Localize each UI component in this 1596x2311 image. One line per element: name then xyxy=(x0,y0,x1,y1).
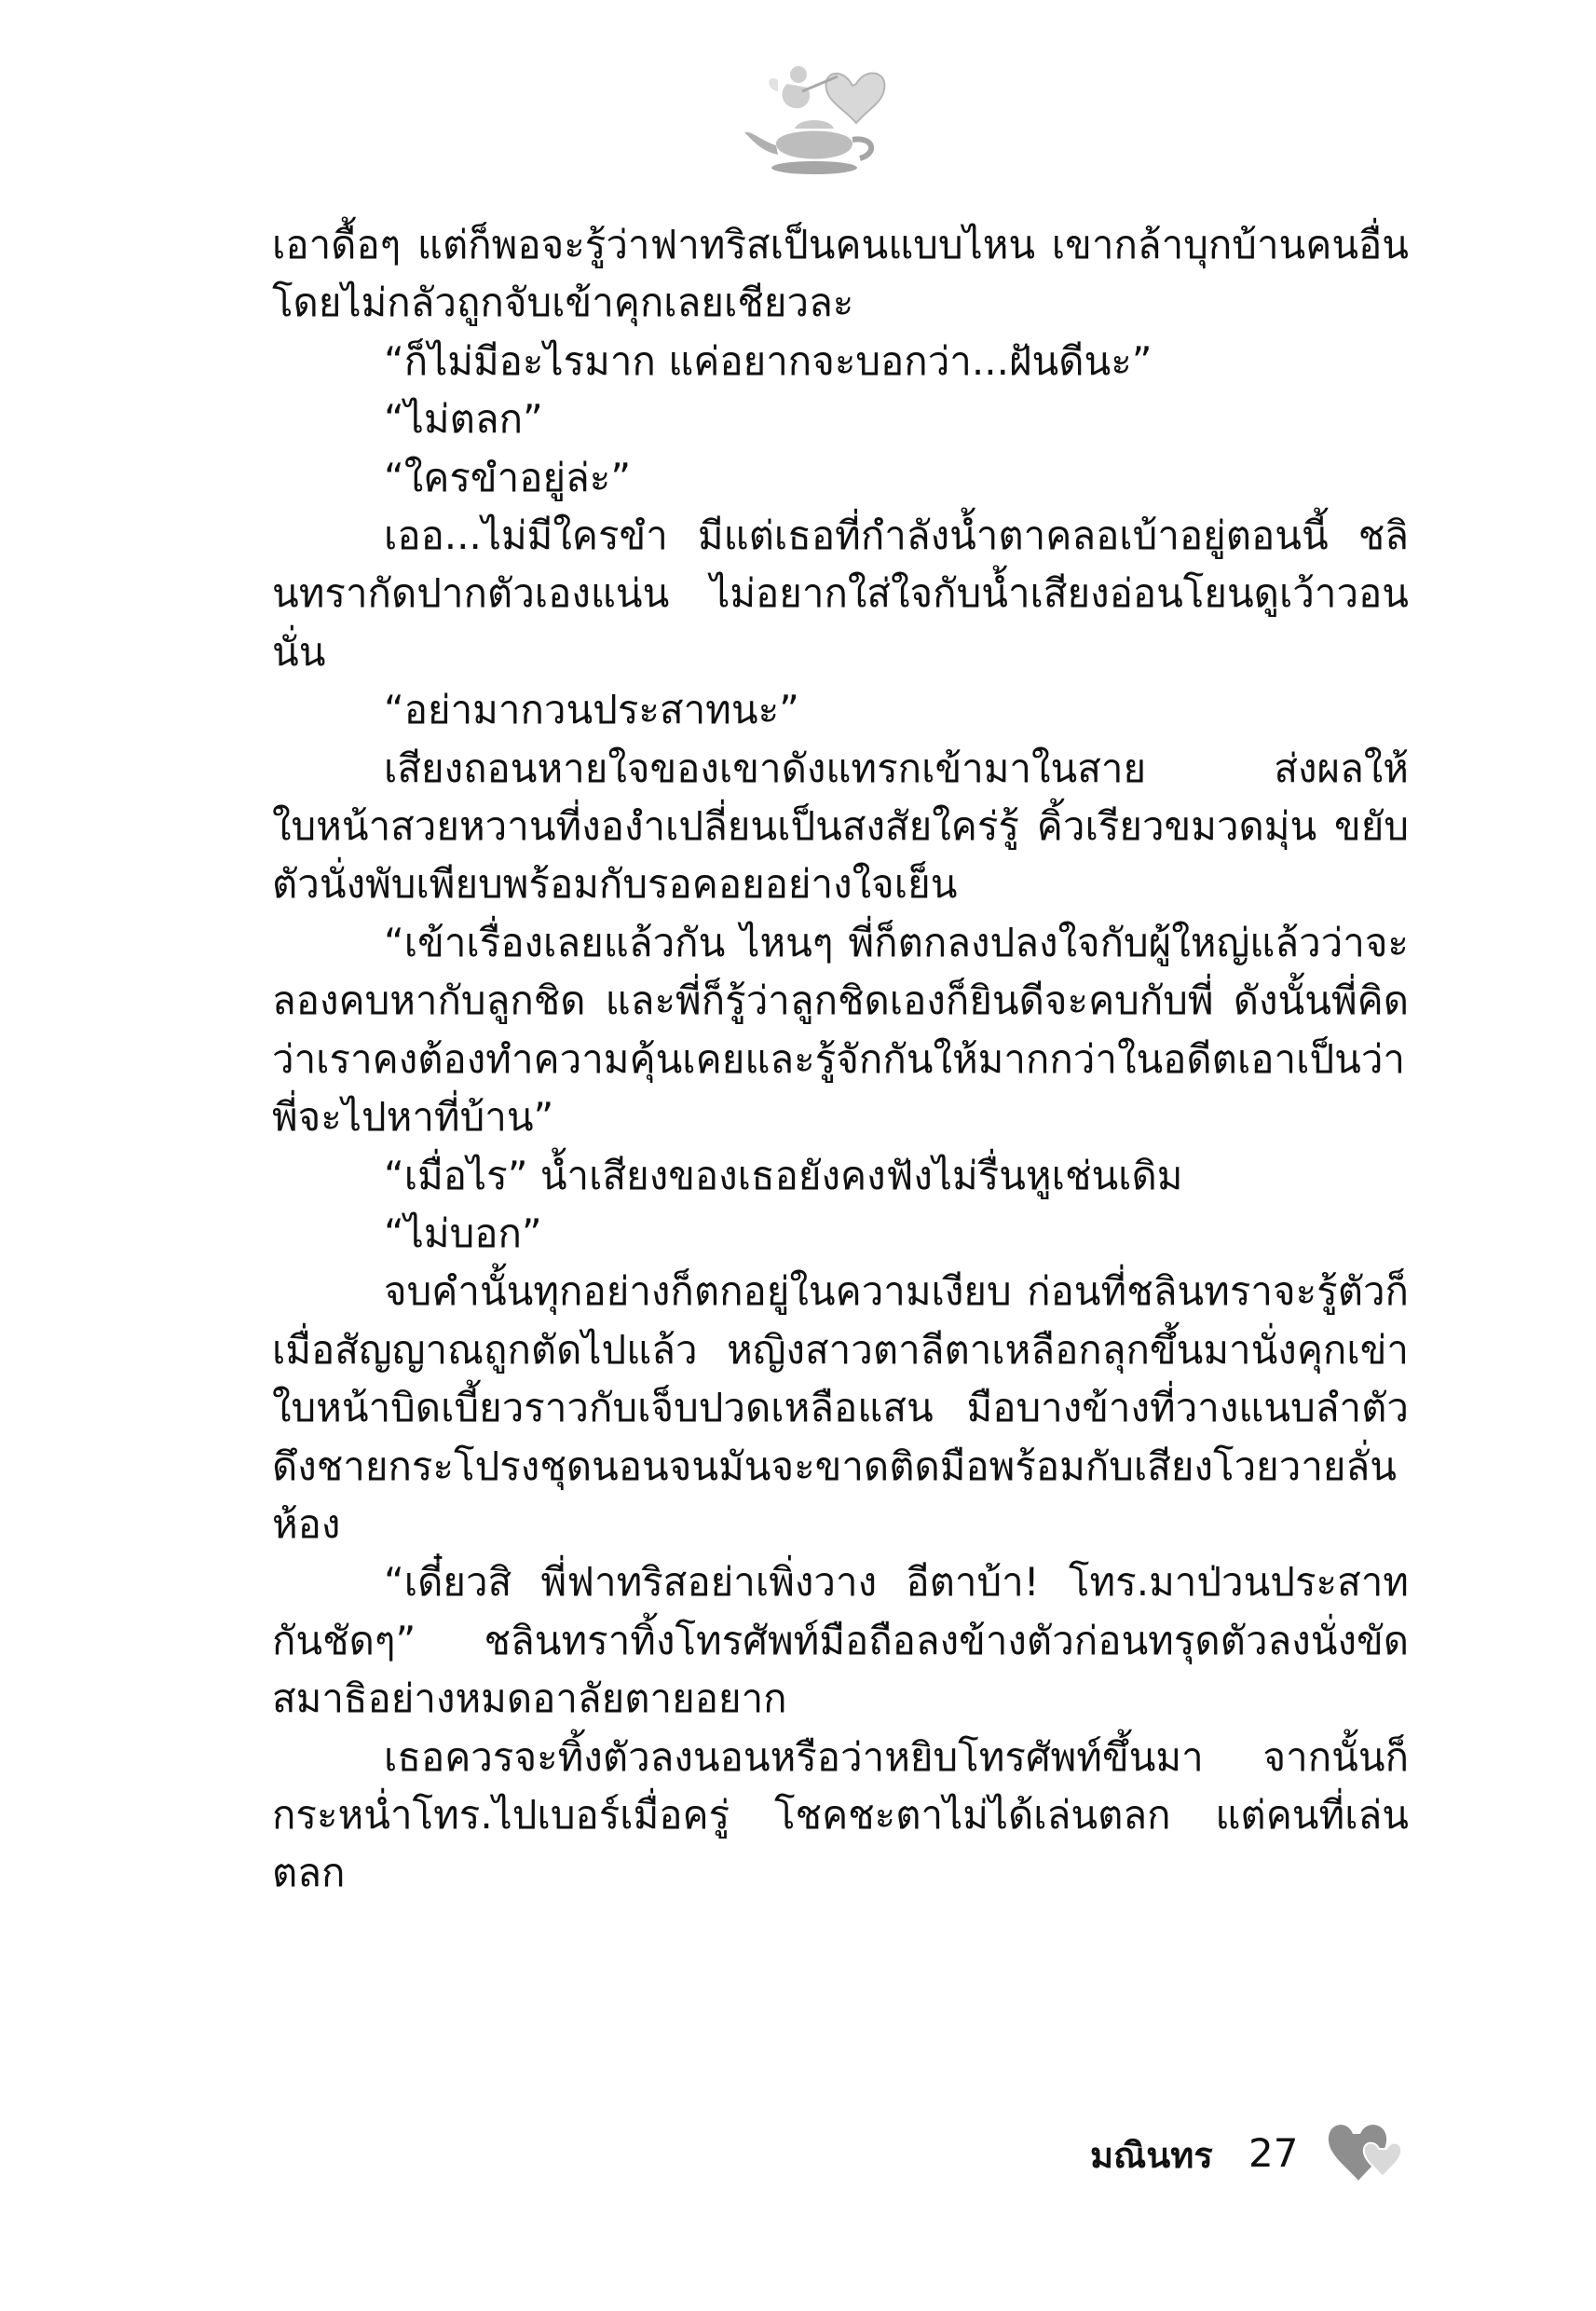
footer-author: มณินทร xyxy=(1090,2135,1213,2176)
paragraph: “ไม่บอก” xyxy=(384,1210,542,1256)
paragraph: “เมื่อไร” น้ำเสียงของเธอยังคงฟังไม่รื่นหูเช่นเดิม xyxy=(384,1152,1183,1198)
paragraph: เธอควรจะทิ้งตัวลงนอนหรือว่าหยิบโทรศัพท์ขึ้นมา จากนั้นก็กระหน่ำโทร.ไปเบอร์เมื่อครู่ โชคชะตาไม่ได้เล่นตลก แต่คนที่เล่นตลก xyxy=(272,1733,1409,1896)
paragraph: “อย่ามากวนประสาทนะ” xyxy=(384,687,799,733)
paragraph: “ก็ไม่มีอะไรมาก แค่อยากจะบอกว่า...ฝันดีนะ” xyxy=(384,337,1153,384)
paragraph: “ไม่ตลก” xyxy=(384,396,543,443)
paragraph: เออ...ไม่มีใครขำ มีแต่เธอที่กำลังน้ำตาคลอเบ้าอยู่ตอนนี้ ชลินทรากัดปากตัวเองแน่น ไม่อยากใส่ใจกับน้ำเสียงอ่อนโยนดูเว้าวอนนั่น xyxy=(272,513,1409,675)
paragraph: เสียงถอนหายใจของเขาดังแทรกเข้ามาในสาย ส่งผลให้ใบหน้าสวยหวานที่งองำเปลี่ยนเป็นสงสัยใคร่รู้ คิ้วเรียวขมวดมุ่น ขยับตัวนั่งพับเพียบพร้อมกับรอคอยอย่างใจเย็น xyxy=(272,745,1409,908)
paragraph: “เดี๋ยวสิ พี่ฟาทริสอย่าเพิ่งวาง อีตาบ้า! โทร.มาป่วนประสาทกันชัดๆ” ชลินทราทิ้งโทรศัพท์มือถือลงข้างตัวก่อนทรุดตัวลงนั่งขัดสมาธิอย่างหมดอาลัยตายอยาก xyxy=(272,1559,1409,1722)
page-number: 27 xyxy=(1248,2130,1299,2176)
hearts-icon xyxy=(1325,2115,1409,2190)
paragraph: “ใครขำอยู่ล่ะ” xyxy=(384,454,632,500)
paragraph: เอาดื้อๆ แต่ก็พอจะรู้ว่าฟาทริสเป็นคนแบบไหน เขากล้าบุกบ้านคนอื่นโดยไม่กลัวถูกจับเข้าคุกเลยเชียวละ xyxy=(272,222,1409,326)
paragraph: “เข้าเรื่องเลยแล้วกัน ไหนๆ พี่ก็ตกลงปลงใจกับผู้ใหญ่แล้วว่าจะลองคบหากับลูกชิด และพี่ก็รู้ว่าลูกชิดเองก็ยินดีจะคบกับพี่ ดังนั้นพี่คิดว่าเราคงต้องทำความคุ้นเคยและรู้จักกันให้มากกว่าในอดีตเอาเป็นว่าพี่จะไปหาที่บ้าน” xyxy=(272,919,1409,1141)
cupid-teapot-heart-icon xyxy=(741,48,908,188)
body-text xyxy=(272,216,1409,1903)
paragraph: จบคำนั้นทุกอย่างก็ตกอยู่ในความเงียบ ก่อนที่ชลินทราจะรู้ตัวก็เมื่อสัญญาณถูกตัดไปแล้ว หญิงสาวตาลีตาเหลือกลุกขึ้นมานั่งคุกเข่าใบหน้าบิดเบี้ยวราวกับเจ็บปวดเหลือแสน มือบางข้างที่วางแนบลำตัวดึงชายกระโปรงชุดนอนจนมันจะขาดติดมือพร้อมกับเสียงโวยวายลั่นห้อง xyxy=(272,1268,1409,1547)
